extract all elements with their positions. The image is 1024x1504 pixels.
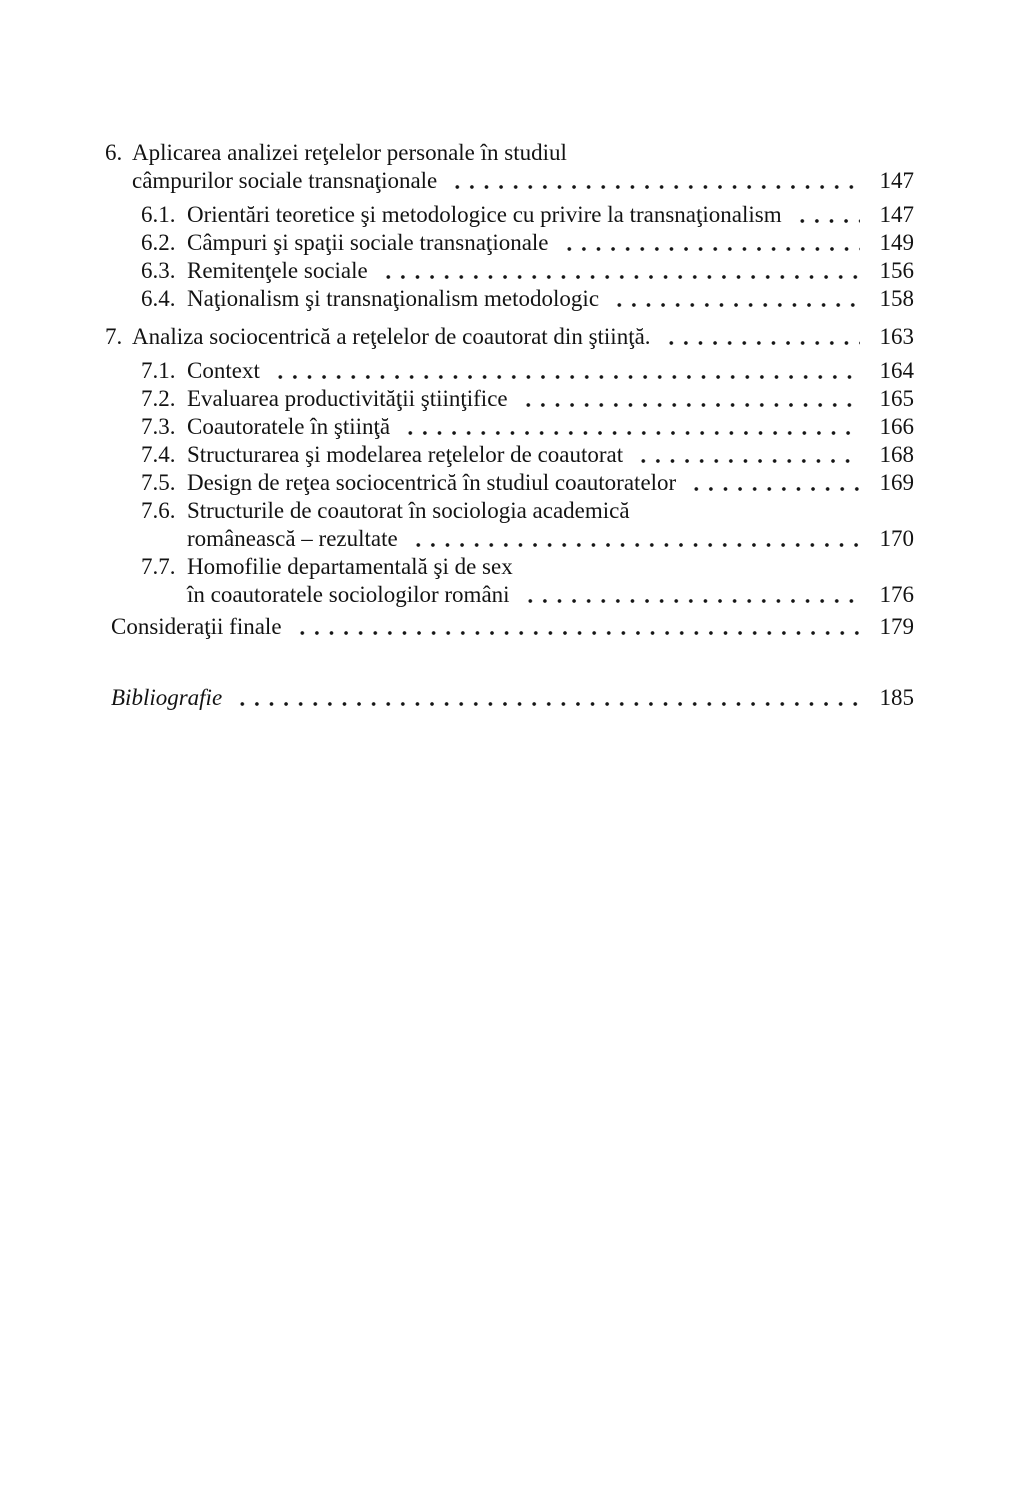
page-number: 176 xyxy=(879,582,914,607)
dot-leader xyxy=(401,413,860,441)
toc-entry-line xyxy=(187,469,914,497)
toc-subentries xyxy=(105,357,914,609)
toc-entry-number: 6.4. xyxy=(141,286,176,311)
toc-entry-title: Homofilie departamentală şi de sex xyxy=(187,554,513,579)
page-number: 147 xyxy=(879,202,914,227)
toc-entry-line xyxy=(111,684,914,712)
toc-entry-title: Structurile de coautorat în sociologia academică xyxy=(187,498,630,523)
toc-entry-title: Orientări teoretice şi metodologice cu privire la transnaţionalism xyxy=(187,202,782,227)
page-number: 185 xyxy=(879,685,914,710)
toc-entry-title: Design de reţea sociocentrică în studiul coautoratelor xyxy=(187,470,677,495)
toc-entry-body xyxy=(187,497,914,553)
dot-leader xyxy=(448,167,860,195)
toc-standalone-entries xyxy=(105,613,914,712)
toc-entry-title: Analiza sociocentrică a reţelelor de coautorat din ştiinţă. xyxy=(132,324,651,349)
dot-leader xyxy=(271,357,860,385)
dot-leader xyxy=(521,581,860,609)
toc-chapter-block xyxy=(105,139,914,313)
toc-entry-line xyxy=(187,385,914,413)
toc-entry-number: 7.5. xyxy=(141,470,176,495)
dot-leader xyxy=(293,613,860,641)
toc-entry xyxy=(105,441,914,469)
toc-entry xyxy=(105,357,914,385)
toc-entry-line xyxy=(187,201,914,229)
toc-entry-line xyxy=(132,139,914,167)
toc-entry-body xyxy=(187,413,914,441)
toc-entry xyxy=(105,469,914,497)
toc-entry-body xyxy=(132,139,914,195)
toc-entry-body xyxy=(187,553,914,609)
toc-entry-title: câmpurilor sociale transnaţionale xyxy=(132,168,438,193)
toc-entry-line xyxy=(187,525,914,553)
toc-entry xyxy=(105,139,914,195)
toc-entry-title: Bibliografie xyxy=(111,685,223,710)
page-number: 170 xyxy=(879,526,914,551)
toc-entry-number: 7.3. xyxy=(141,414,176,439)
toc-entry-number: 7.2. xyxy=(141,386,176,411)
toc-entry-title: românească – rezultate xyxy=(187,526,398,551)
toc-entry-line xyxy=(111,613,914,641)
toc-entry-title: Aplicarea analizei reţelelor personale în studiul xyxy=(132,140,567,165)
toc-entry-line xyxy=(187,357,914,385)
dot-leader xyxy=(379,257,860,285)
toc-entry-title: Context xyxy=(187,358,260,383)
toc-entry-body xyxy=(111,613,914,641)
toc-entry-title: Remitenţele sociale xyxy=(187,258,368,283)
dot-leader xyxy=(793,201,860,229)
toc-entry-body xyxy=(187,285,914,313)
toc-entry xyxy=(105,285,914,313)
dot-leader xyxy=(519,385,860,413)
toc-entry-line xyxy=(132,323,914,351)
toc-entry-number: 7.7. xyxy=(141,554,176,579)
toc-entry-line xyxy=(187,229,914,257)
dot-leader xyxy=(233,684,860,712)
toc-entry-body xyxy=(111,684,914,712)
toc-entry-title: Structurarea şi modelarea reţelelor de coautorat xyxy=(187,442,624,467)
toc-entry-number: 6. xyxy=(105,140,123,165)
toc-entry-number: 6.2. xyxy=(141,230,176,255)
toc-entry-body xyxy=(187,201,914,229)
page-number: 147 xyxy=(879,168,914,193)
toc-entry-line xyxy=(187,553,914,581)
page-number: 166 xyxy=(879,414,914,439)
dot-leader xyxy=(634,441,860,469)
page-number: 168 xyxy=(879,442,914,467)
toc-entry-line xyxy=(132,167,914,195)
toc-entry-title: în coautoratele sociologilor români xyxy=(187,582,510,607)
toc-subentries xyxy=(105,201,914,313)
toc-entry-title: Naţionalism şi transnaţionalism metodologic xyxy=(187,286,600,311)
page-number: 149 xyxy=(879,230,914,255)
page-number: 165 xyxy=(879,386,914,411)
toc-entry xyxy=(105,613,914,641)
toc-entry-title: Evaluarea productivităţii ştiinţifice xyxy=(187,386,508,411)
toc-entry-number: 7.4. xyxy=(141,442,176,467)
toc-entry-number: 6.1. xyxy=(141,202,176,227)
toc-entry-number: 7.6. xyxy=(141,498,176,523)
toc-entry-number: 7. xyxy=(105,324,123,349)
dot-leader xyxy=(560,229,860,257)
toc-entry xyxy=(105,553,914,609)
toc-entry-line xyxy=(187,497,914,525)
page-number: 169 xyxy=(879,470,914,495)
toc-entry-body xyxy=(132,323,914,351)
page-number: 156 xyxy=(879,258,914,283)
page-number: 158 xyxy=(879,286,914,311)
dot-leader xyxy=(687,469,860,497)
toc-entry-title: Câmpuri şi spaţii sociale transnaţionale xyxy=(187,230,549,255)
dot-leader xyxy=(610,285,860,313)
toc-entry-body xyxy=(187,385,914,413)
toc-entry xyxy=(105,684,914,712)
dot-leader xyxy=(409,525,860,553)
page-number: 163 xyxy=(879,324,914,349)
toc-entry xyxy=(105,229,914,257)
page-number: 164 xyxy=(879,358,914,383)
toc-entry-title: Coautoratele în ştiinţă xyxy=(187,414,391,439)
toc-entry-body xyxy=(187,441,914,469)
toc-entry xyxy=(105,413,914,441)
toc-entry-number: 6.3. xyxy=(141,258,176,283)
toc-entry xyxy=(105,497,914,553)
dot-leader xyxy=(662,323,860,351)
toc-entry-line xyxy=(187,413,914,441)
toc-entry-body xyxy=(187,469,914,497)
toc-entry-body xyxy=(187,257,914,285)
toc-entry-line xyxy=(187,285,914,313)
toc-entry xyxy=(105,201,914,229)
toc-entry xyxy=(105,323,914,351)
toc-entry-body xyxy=(187,229,914,257)
page-number: 179 xyxy=(879,614,914,639)
toc-entry-title: Consideraţii finale xyxy=(111,614,282,639)
toc-entry xyxy=(105,385,914,413)
toc-entry-number: 7.1. xyxy=(141,358,176,383)
toc-entry-body xyxy=(187,357,914,385)
toc-entry-line xyxy=(187,581,914,609)
toc-entry-line xyxy=(187,441,914,469)
table-of-contents xyxy=(105,139,914,712)
toc-entry xyxy=(105,257,914,285)
toc-chapter-block xyxy=(105,323,914,609)
toc-entry-line xyxy=(187,257,914,285)
